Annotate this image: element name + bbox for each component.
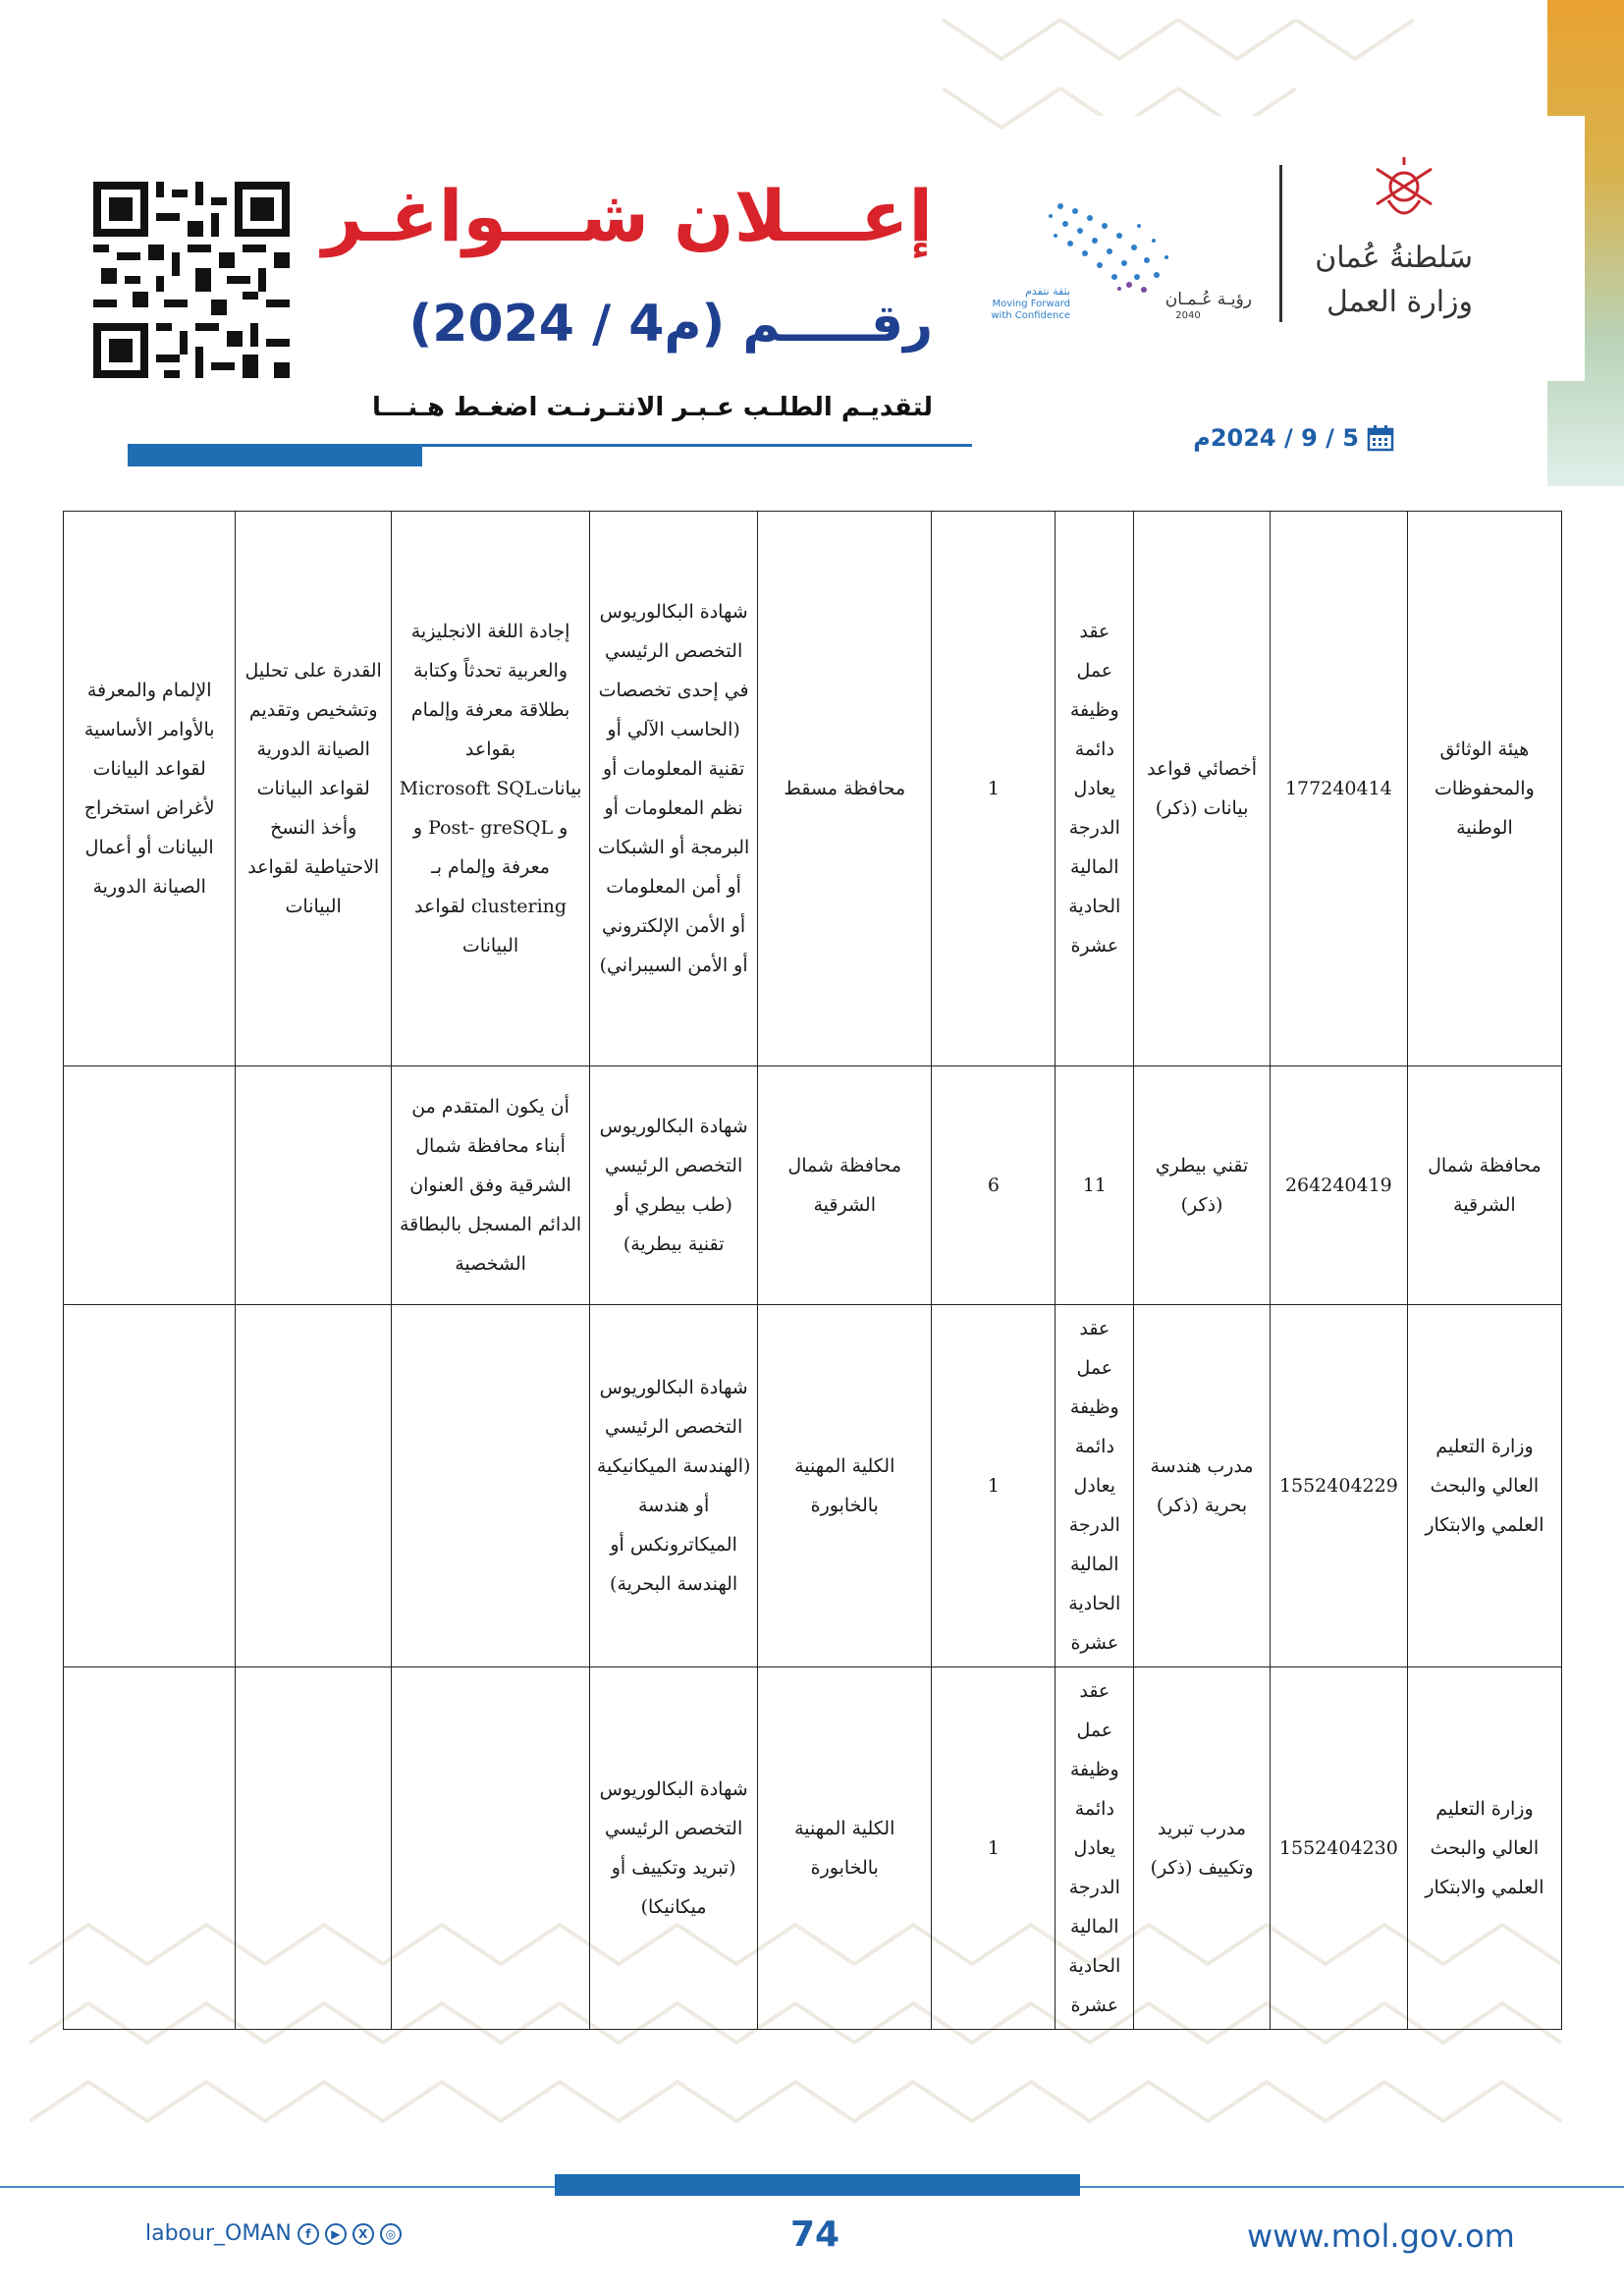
vision-tagline-ar: بثقة نتقدم [1025,285,1070,298]
code-cell: 1552404229 [1270,1305,1407,1667]
vision-tagline-en1: Moving Forward [992,299,1070,309]
contract-cell: عقد عمل وظيفة دائمة يعادل الدرجة المالية الحادية عشرة [1056,512,1134,1066]
qualification-cell: شهادة البكالوريوس التخصص الرئيسي في إحدى تخصصات (الحاسب الآلي أو تقنية المعلومات أو نظم المعلومات أو البرمجة أو الشبكات أو أمن المعلومات أو الأمن الإلكتروني أو الأمن السيبراني) [590,512,758,1066]
vision-year: 2040 [1175,310,1201,321]
youtube-icon[interactable]: ▶ [325,2223,347,2245]
location-cell: الكلية المهنية بالخابورة [758,1667,932,2030]
job-title-cell: أخصائي قواعد بيانات (ذكر) [1134,512,1271,1066]
qr-code[interactable] [93,182,290,378]
ministry-name-line1: سَلطنةُ عُمان [1315,241,1473,275]
facebook-icon[interactable]: f [298,2223,319,2245]
logo-divider [1279,165,1282,322]
requirement-cell [236,1667,392,2030]
x-icon[interactable]: X [352,2223,374,2245]
social-handle[interactable]: labour_OMAN [145,2221,292,2246]
table-row [64,1667,1562,2030]
social-handle-group [145,2221,402,2246]
requirement-cell: أن يكون المتقدم من أبناء محافظة شمال الشرقية وفق العنوان الدائم المسجل بالبطاقة الشخصية [392,1066,590,1305]
requirement-cell [236,1066,392,1305]
qualification-cell: شهادة البكالوريوس التخصص الرئيسي (تبريد وتكييف أو ميكانيكا) [590,1667,758,2030]
code-cell: 177240414 [1270,512,1407,1066]
requirement-cell [392,1667,590,2030]
vision-2040-logo [982,187,1257,334]
page-title: إعـــلان شـــواغـر [322,175,933,257]
footer-accent-block [555,2174,1080,2196]
requirement-cell: الإلمام والمعرفة بالأوامر الأساسية لقواعد البيانات لأغراض استخراج البيانات أو أعمال الصيانة الدورية [64,512,236,1066]
vision-tagline-en2: with Confidence [991,310,1070,321]
table-row [64,1305,1562,1667]
requirement-cell [236,1305,392,1667]
location-cell: محافظة شمال الشرقية [758,1066,932,1305]
count-cell: 6 [932,1066,1056,1305]
requirement-cell [64,1066,236,1305]
header-underline-accent [128,447,422,466]
contract-cell: عقد عمل وظيفة دائمة يعادل الدرجة المالية الحادية عشرة [1056,1667,1134,2030]
date-block [1159,418,1394,458]
instagram-icon[interactable]: ◎ [380,2223,402,2245]
count-cell: 1 [932,512,1056,1066]
requirement-cell [64,1667,236,2030]
code-cell: 1552404230 [1270,1667,1407,2030]
count-cell: 1 [932,1305,1056,1667]
requirement-cell: القدرة على تحليل وتشخيص وتقديم الصيانة الدورية لقواعد البيانات وأخذ النسخ الاحتياطية لقواعد البيانات [236,512,392,1066]
calendar-icon [1367,424,1394,452]
code-cell: 264240419 [1270,1066,1407,1305]
table-row [64,512,1562,1066]
qualification-cell: شهادة البكالوريوس التخصص الرئيسي (الهندسة الميكانيكية أو هندسة الميكاترونكس أو الهندسة البحرية) [590,1305,758,1667]
vacancies-table [63,511,1562,2030]
requirement-cell [392,1305,590,1667]
employer-cell: محافظة شمال الشرقية [1407,1066,1561,1305]
ministry-name-line2: وزارة العمل [1326,285,1473,319]
contract-cell: عقد عمل وظيفة دائمة يعادل الدرجة المالية الحادية عشرة [1056,1305,1134,1667]
employer-cell: وزارة التعليم العالي والبحث العلمي والابتكار [1407,1667,1561,2030]
job-title-cell: تقني بيطري (ذكر) [1134,1066,1271,1305]
job-title-cell: مدرب تبريد وتكييف (ذكر) [1134,1667,1271,2030]
qualification-cell: شهادة البكالوريوس التخصص الرئيسي (طب بيطري أو تقنية بيطرية) [590,1066,758,1305]
requirement-cell: إجادة اللغة الانجليزية والعربية تحدثاً وكتابة بطلاقة معرفة وإلمام بقواعد بياناتMicrosoft SQL و Post- greSQL و معرفة وإلمام بـ clustering لقواعد البيانات [392,512,590,1066]
table-row [64,1066,1562,1305]
location-cell: محافظة مسقط [758,512,932,1066]
website-link[interactable]: www.mol.gov.om [1247,2217,1515,2255]
count-cell: 1 [932,1667,1056,2030]
contract-cell: 11 [1056,1066,1134,1305]
vision-name: رؤيـة عُـمـان [1164,290,1252,309]
apply-online-link[interactable]: لتقديـم الطلـب عـبـر الانتـرنـت اضغـط هـنـــا [371,393,933,422]
job-title-cell: مدرب هندسة بحرية (ذكر) [1134,1305,1271,1667]
page-number: 74 [789,2214,840,2255]
announcement-number: رقـــــم (م4 / 2024) [408,295,933,354]
ministry-logo [1267,157,1473,334]
location-cell: الكلية المهنية بالخابورة [758,1305,932,1667]
announcement-date: 5 / 9 / 2024م [1193,424,1359,452]
requirement-cell [64,1305,236,1667]
employer-cell: وزارة التعليم العالي والبحث العلمي والابتكار [1407,1305,1561,1667]
employer-cell: هيئة الوثائق والمحفوظات الوطنية [1407,512,1561,1066]
